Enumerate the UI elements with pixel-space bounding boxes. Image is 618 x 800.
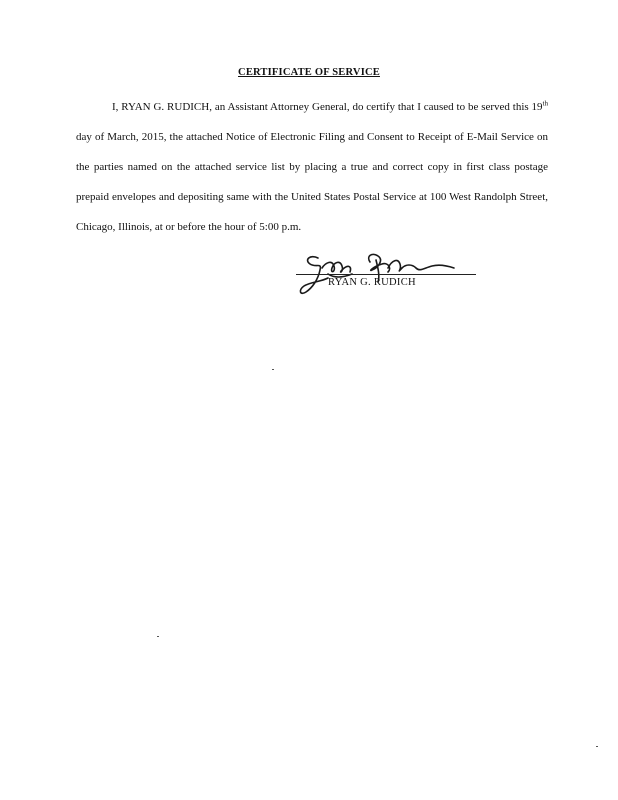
signature-block	[292, 248, 480, 308]
certification-paragraph	[76, 92, 548, 242]
signer-name: RYAN G. RUDICH	[328, 277, 416, 288]
scan-speck	[157, 636, 159, 637]
signature-line	[296, 274, 476, 275]
paragraph-part-2: day of March, 2015, the attached Notice of Electronic Filing and Consent to Receipt of E-Mail Service on the parties named on the attached service list by placing a true and correct copy in first class postage prepaid envelopes and depositing same with the United States Postal Service at 100 West Randolph Street, Chicago, Illinois, at or before the hour of 5:00 p.m.	[76, 131, 548, 233]
scan-speck	[596, 746, 598, 747]
paragraph-part-1: I, RYAN G. RUDICH, an Assistant Attorney General, do certify that I caused to be served this 19	[112, 101, 543, 113]
ordinal-suffix: th	[542, 99, 548, 108]
document-title: CERTIFICATE OF SERVICE	[238, 67, 380, 78]
scan-speck	[272, 369, 274, 370]
